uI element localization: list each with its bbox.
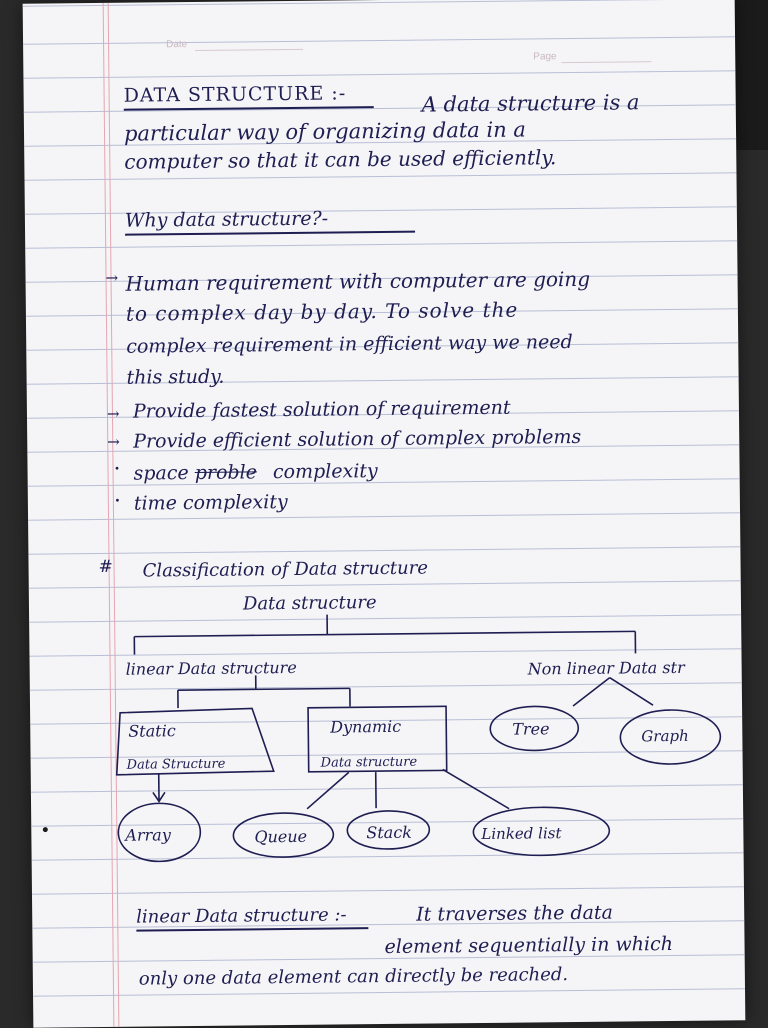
dot-bullet-2: ·	[114, 491, 121, 513]
dynamic-box	[308, 706, 447, 771]
definition-line-1: A data structure is a	[422, 91, 640, 115]
arrow-bullet-2: →	[107, 403, 120, 425]
complexity-word: complexity	[273, 460, 378, 483]
arrow-bullet-3: →	[107, 431, 120, 453]
dynamic-to-linkedlist	[443, 769, 509, 810]
linear-cross-line	[178, 688, 350, 690]
queue-ellipse	[233, 813, 333, 858]
array-label: Array	[125, 824, 171, 846]
linear-def-line-2: element sequentially in which	[384, 933, 673, 958]
stack-label: Stack	[366, 822, 412, 844]
hash-symbol: #	[98, 556, 112, 578]
linkedlist-ellipse	[473, 807, 609, 856]
page-label: Page	[533, 51, 556, 62]
queue-label: Queue	[254, 826, 307, 849]
tree-root-label: Data structure	[243, 592, 377, 615]
dynamic-to-queue	[307, 772, 349, 808]
why-point-1: Provide fastest solution of requirement	[133, 397, 511, 423]
definition-heading: DATA STRUCTURE :-	[124, 82, 347, 106]
nonlinear-to-tree	[573, 678, 610, 706]
tree-ellipse	[490, 706, 578, 751]
arrow-bullet-1: →	[105, 267, 118, 289]
why-line-3: complex requirement in efficient way we need	[126, 331, 573, 358]
main-branch-line	[134, 631, 635, 636]
graph-label: Graph	[641, 725, 689, 747]
definition-line-2: particular way of organizing data in a	[124, 118, 526, 144]
dynamic-ds-label-2: Data structure	[321, 752, 418, 775]
definition-line-3: computer so that it can be used efficiently.	[124, 146, 556, 173]
why-line-1: Human requirement with computer are going	[125, 268, 590, 295]
why-heading: Why data structure?-	[125, 208, 328, 232]
struck-word: proble	[195, 461, 257, 484]
classification-heading: Classification of Data structure	[142, 558, 428, 583]
array-ellipse	[118, 803, 201, 862]
linear-branch-label: linear Data structure	[126, 657, 297, 681]
classification-diagram	[23, 0, 746, 1028]
margin-dot	[43, 827, 48, 832]
nonlinear-to-graph	[610, 677, 653, 705]
why-line-2: to complex day by day. To solve the	[126, 299, 519, 325]
static-box	[116, 708, 274, 775]
date-label: Date	[166, 39, 187, 50]
time-complexity-line: time complexity	[134, 491, 288, 515]
linkedlist-label: Linked list	[481, 822, 561, 845]
why-line-4: this study.	[126, 366, 224, 389]
stack-ellipse	[347, 811, 429, 850]
static-ds-label-2: Data Structure	[127, 754, 226, 777]
space-word: space	[133, 462, 188, 485]
why-point-2: Provide efficient solution of complex problems	[133, 426, 581, 453]
linear-def-line-3: only one data element can directly be reached.	[139, 964, 568, 990]
dot-bullet-1: ·	[113, 459, 120, 481]
linear-def-heading: linear Data structure :-	[136, 904, 347, 928]
linear-def-line-1: It traverses the data	[416, 902, 613, 926]
static-to-array-arrow	[153, 774, 165, 801]
graph-ellipse	[620, 709, 721, 764]
static-ds-label-1: Static	[128, 720, 176, 742]
notebook-page	[23, 0, 746, 1028]
nonlinear-branch-label: Non linear Data str	[528, 657, 685, 681]
dynamic-ds-label-1: Dynamic	[330, 716, 401, 739]
tree-label: Tree	[512, 718, 549, 740]
